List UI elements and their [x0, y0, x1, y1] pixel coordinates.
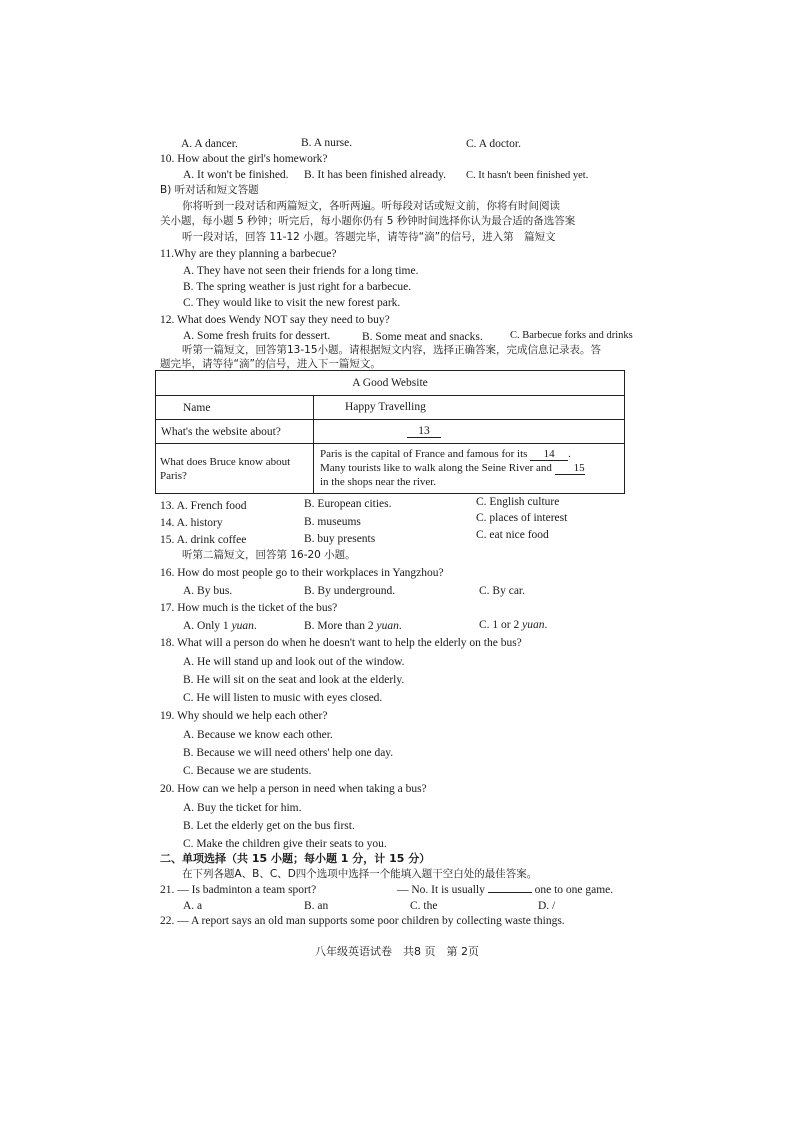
q19-option-b: B. Because we will need others' help one day. — [183, 747, 394, 759]
q20-option-c: C. Make the children give their seats to you. — [183, 838, 387, 850]
q13-option-c: C. English culture — [476, 496, 560, 508]
page-footer: 八年级英语试卷 共8 页 第 2页 — [315, 945, 479, 958]
part2-instruction: 在下列各题A、B、C、D四个选项中选择一个能填入题干空白处的最佳答案。 — [182, 868, 538, 880]
q17-c-dot: . — [544, 619, 548, 631]
q17-b-unit: yuan — [376, 620, 399, 632]
table-name-value: Happy Travelling — [345, 401, 426, 413]
table-paris-line-2 — [320, 462, 585, 475]
q15-option-b: B. buy presents — [304, 533, 376, 545]
table-paris-line-3: in the shops near the river. — [320, 476, 437, 488]
q19-option-c: C. Because we are students. — [183, 765, 312, 777]
q20-option-a: A. Buy the ticket for him. — [183, 802, 302, 814]
q20-option-b: B. Let the elderly get on the bus first. — [183, 820, 355, 832]
q21-reply — [397, 884, 613, 897]
q17-option-b — [304, 620, 402, 633]
blank-15: 15 — [555, 462, 585, 475]
table-paris-label-2: Paris? — [160, 470, 187, 482]
q13-option-b: B. European cities. — [304, 498, 392, 510]
q18-option-a: A. He will stand up and look out of the window. — [183, 656, 405, 668]
q16-option-b: B. By underground. — [304, 585, 396, 597]
q21-blank — [488, 892, 532, 893]
table-about-label: What's the website about? — [161, 426, 281, 438]
table-paris-line-1 — [320, 448, 571, 461]
q16-option-c: C. By car. — [479, 585, 525, 597]
section-b-instruction-3: 听一段对话，回答 11-12 小题。答题完毕，请等待“滴”的信号，进入第 篇短文 — [182, 231, 556, 243]
q16-option-a: A. By bus. — [183, 585, 233, 597]
q21-option-d: D. / — [538, 900, 556, 912]
q9-option-c: C. A doctor. — [466, 138, 521, 150]
q12-option-b: B. Some meat and snacks. — [362, 331, 483, 343]
section-b-heading: B) 听对话和短文答题 — [160, 184, 259, 196]
paris-text-1: Paris is the capital of France and famous for its — [320, 448, 528, 460]
q19-option-a: A. Because we know each other. — [183, 729, 333, 741]
q16-question: 16. How do most people go to their workplaces in Yangzhou? — [160, 567, 444, 579]
q10-option-b: B. It has been finished already. — [304, 169, 446, 181]
section-b-instruction-1: 你将听到一段对话和两篇短文，各听两遍。听每段对话或短文前，你将有时间阅读 — [182, 200, 560, 212]
q10-option-a: A. It won't be finished. — [183, 169, 289, 181]
q21-reply-text-2: one to one game. — [534, 884, 614, 896]
website-info-table — [155, 370, 625, 494]
q12-option-a: A. Some fresh fruits for dessert. — [183, 330, 331, 342]
section-b-instruction-2: 关小题，每小题 5 秒钟；听完后，每小题你仍有 5 秒钟时间选择你认为最合适的备选答案 — [160, 215, 576, 227]
q21-stem: 21. — Is badminton a team sport? — [160, 884, 317, 896]
q17-a-unit: yuan — [231, 620, 254, 632]
q17-option-a — [183, 620, 257, 633]
table-title: A Good Website — [352, 377, 428, 389]
q18-option-b: B. He will sit on the seat and look at the elderly. — [183, 674, 405, 686]
q17-b-dot: . — [398, 620, 402, 632]
q21-option-b: B. an — [304, 900, 329, 912]
table-name-label: Name — [183, 402, 211, 414]
q18-option-c: C. He will listen to music with eyes closed. — [183, 692, 383, 704]
q11-option-c: C. They would like to visit the new forest park. — [183, 297, 401, 309]
q17-question: 17. How much is the ticket of the bus? — [160, 602, 338, 614]
passage2-instruction: 听第二篇短文，回答第 16-20 小题。 — [182, 549, 356, 561]
q17-b-text: B. More than 2 — [304, 620, 377, 632]
q17-c-unit: yuan — [522, 619, 545, 631]
q15-option-c: C. eat nice food — [476, 529, 549, 541]
paris-text-2: Many tourists like to walk along the Seine River and — [320, 462, 552, 474]
period-1: . — [568, 448, 571, 460]
q12-question: 12. What does Wendy NOT say they need to buy? — [160, 314, 390, 326]
q21-option-a: A. a — [183, 900, 203, 912]
q17-c-text: C. 1 or 2 — [479, 619, 523, 631]
passage1-instruction-2: 题完毕，请等待“滴”的信号，进入下一篇短文。 — [160, 358, 381, 370]
q11-option-a: A. They have not seen their friends for a long time. — [183, 265, 419, 277]
q18-question: 18. What will a person do when he doesn't want to help the elderly on the bus? — [160, 637, 522, 649]
q17-option-c — [479, 619, 547, 632]
q14-option-b: B. museums — [304, 516, 361, 528]
q9-option-b: B. A nurse. — [301, 137, 353, 149]
q22-stem: 22. — A report says an old man supports some poor children by collecting waste things. — [160, 915, 565, 927]
q17-a-dot: . — [253, 620, 257, 632]
q13-option-a: 13. A. French food — [160, 500, 247, 512]
q14-option-c: C. places of interest — [476, 512, 568, 524]
passage1-instruction-1: 听第一篇短文，回答第13-15小题。请根据短文内容，选择正确答案，完成信息记录表。答 — [182, 344, 602, 356]
q17-a-text: A. Only 1 — [183, 620, 232, 632]
q15-option-a: 15. A. drink coffee — [160, 534, 247, 546]
table-about-blank — [407, 425, 441, 438]
q12-option-c: C. Barbecue forks and drinks — [510, 330, 633, 341]
q9-option-a: A. A dancer. — [181, 138, 238, 150]
q21-reply-text: — No. It is usually — [397, 884, 485, 896]
q10-option-c: C. It hasn't been finished yet. — [466, 170, 589, 181]
blank-13: 13 — [407, 425, 441, 438]
q11-option-b: B. The spring weather is just right for a barbecue. — [183, 281, 412, 293]
q11-question: 11.Why are they planning a barbecue? — [160, 248, 337, 260]
blank-14: 14 — [530, 448, 568, 461]
part2-heading: 二、单项选择（共 15 小题；每小题 1 分，计 15 分） — [160, 852, 431, 865]
q20-question: 20. How can we help a person in need when taking a bus? — [160, 783, 427, 795]
q10-question: 10. How about the girl's homework? — [160, 153, 328, 165]
q21-option-c: C. the — [410, 900, 438, 912]
table-paris-label-1: What does Bruce know about — [160, 456, 291, 468]
q19-question: 19. Why should we help each other? — [160, 710, 328, 722]
q14-option-a: 14. A. history — [160, 517, 223, 529]
